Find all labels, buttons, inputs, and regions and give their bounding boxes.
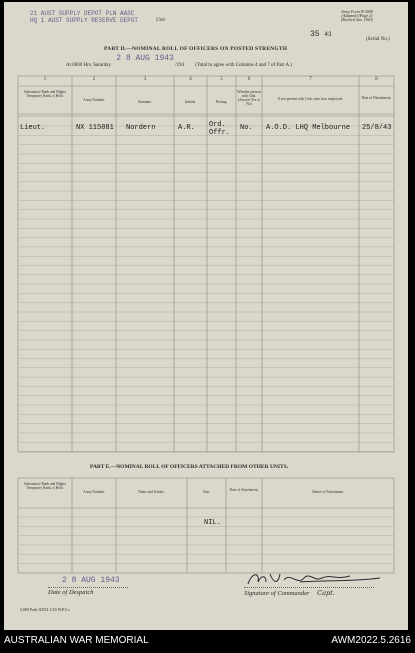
army-form-line2: (Adapted) (Page 2) bbox=[341, 13, 373, 18]
print-note: 5,000 Pads 30531 1/43 W.P.Co. bbox=[20, 607, 71, 612]
entry-initials: A.R. bbox=[178, 124, 195, 132]
despatch-label: Date of Despatch bbox=[48, 587, 128, 596]
date-suffix: /194 bbox=[175, 63, 184, 68]
serial-number-value: 35 bbox=[310, 30, 320, 39]
signature-label bbox=[244, 587, 374, 597]
form-page bbox=[4, 2, 408, 630]
col-header-date: Date of Detachment. bbox=[361, 96, 392, 100]
part-e-title: PART E.—NOMINAL ROLL OF OFFICERS ATTACHED FROM OTHER UNITS. bbox=[90, 464, 289, 470]
archive-caption-bar bbox=[0, 630, 415, 653]
date-prefix: At 0600 Hrs. Saturday bbox=[66, 63, 111, 68]
col-header-army-number: Army Number. bbox=[83, 98, 105, 102]
entry-rank: Lieut. bbox=[20, 124, 46, 132]
date-stamp: 2 8 AUG 1943 bbox=[116, 54, 174, 63]
total-note: (Total to agree with Columns 4 and 7 of Part A.) bbox=[195, 63, 292, 68]
e-header-rank: Substantive Rank and Higher Temporary Rank, if Held. bbox=[23, 482, 67, 490]
unit-stamp-line2: HQ 1 AUST SUPPLY RESERVE DEPOT bbox=[30, 17, 139, 24]
e-header-unit: Unit. bbox=[202, 490, 211, 494]
col-num-4: 4 bbox=[189, 77, 192, 82]
e-header-nature: Nature of Attachment. bbox=[311, 490, 345, 494]
col-num-3: 3 bbox=[143, 77, 147, 82]
col-num-5: 5 bbox=[220, 77, 223, 82]
caption-right: AWM2022.5.2616 bbox=[331, 635, 411, 646]
unit-stamp-line1: 21 AUST SUPPLY DEPOT PLN AASC bbox=[30, 10, 135, 17]
signature-rank: Capt. bbox=[317, 589, 335, 597]
serial-suffix: 43 bbox=[324, 31, 332, 38]
entry-army-number: NX 115081 bbox=[76, 124, 114, 132]
col-num-8: 8 bbox=[375, 77, 378, 82]
unit-label: Unit bbox=[156, 18, 165, 23]
e-header-name: Name and Initials. bbox=[138, 490, 165, 494]
signature-text: Signature of Commander bbox=[244, 590, 310, 597]
army-form-line3: (Revised Jan. 1943) bbox=[341, 17, 373, 22]
serial-label: (Serial No.) bbox=[366, 37, 390, 42]
col-num-2: 2 bbox=[92, 77, 96, 82]
entry-surname: Nordern bbox=[126, 124, 156, 132]
col-header-initials: Initials. bbox=[185, 100, 196, 104]
part-e-nil: NIL. bbox=[204, 519, 221, 527]
entry-posting-line2: Offr. bbox=[209, 129, 231, 137]
entry-posting-line1: Ord. bbox=[209, 121, 226, 129]
col-num-1: 1 bbox=[43, 77, 47, 82]
army-form-line1: Army Form W.3008 bbox=[341, 9, 373, 14]
entry-employment: A.O.D. LHQ Melbourne bbox=[266, 124, 351, 132]
part-d-title: PART D.—NOMINAL ROLL OF OFFICERS ON POSTED STRENGTH bbox=[104, 46, 288, 52]
entry-present: No. bbox=[240, 124, 253, 132]
col-num-7: 7 bbox=[309, 77, 312, 82]
caption-left: AUSTRALIAN WAR MEMORIAL bbox=[4, 635, 149, 646]
col-header-rank: Substantive Rank and Higher Temporary Rank, if Held. bbox=[23, 90, 67, 98]
col-header-surname: Surname. bbox=[138, 100, 152, 104]
e-header-date: Date of Attachment. bbox=[229, 488, 259, 492]
entry-date: 25/8/43 bbox=[362, 124, 392, 132]
despatch-stamp: 2 8 AUG 1943 bbox=[62, 576, 120, 585]
col-header-employment: If not present with Unit, state how employed. bbox=[277, 97, 344, 101]
col-header-posting: Posting. bbox=[215, 100, 228, 104]
col-header-present: Whether present with Unit. (Answer Yes or No) bbox=[237, 90, 261, 106]
e-header-army-number: Army Number. bbox=[83, 490, 105, 494]
col-num-6: 6 bbox=[247, 77, 251, 82]
